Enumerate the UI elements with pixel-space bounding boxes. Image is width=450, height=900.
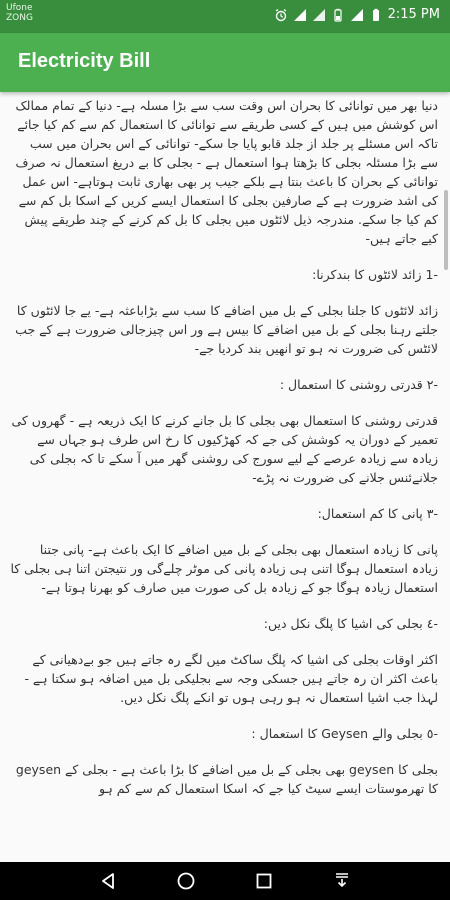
- status-time: 2:15 PM: [387, 7, 440, 22]
- back-triangle-icon: [98, 871, 118, 891]
- section-paragraph-4: اکثر اوقات بجلی کی اشیا کہ پلگ ساکٹ میں لگے رہ جاتے ہیں جو بےدھیانی کے باعث اکثر ان رہ جاتے ہیں جسکی وجہ سے بجلیکی بل میں اضافہ ہو سکتا ہے - لہذا جب اشیا استعمال نہ ہو رہی ہوں تو انکے پلگ نکل دیں.: [24, 652, 438, 705]
- section-heading-4: -٤ بجلی کی اشیا کا پلگ نکل دیں:: [263, 616, 438, 631]
- app-title: Electricity Bill: [18, 50, 151, 72]
- carrier-ufone: Ufone: [6, 3, 33, 13]
- status-bar: [0, 0, 450, 33]
- home-circle-icon: [176, 871, 196, 891]
- section-heading-1: -1 زائد لائٹوں کا بندکرنا:: [312, 267, 438, 282]
- navigation-bar: [0, 862, 450, 900]
- app-bar: [0, 33, 450, 92]
- article-scroll-view[interactable]: [0, 92, 450, 862]
- back-button[interactable]: [88, 866, 128, 896]
- carrier-zong: ZONG: [6, 13, 33, 23]
- section-heading-5: -٥ بجلی والے Geysen کا استعمال :: [251, 726, 438, 741]
- section-heading-3: -۳ پانی کا کم استعمال:: [317, 506, 438, 521]
- status-icons: [274, 7, 440, 22]
- carrier-info: [6, 3, 33, 23]
- signal-icon: [350, 8, 364, 22]
- alarm-icon: [274, 8, 288, 22]
- download-arrow-icon: [332, 871, 352, 891]
- scrollbar-thumb[interactable]: [444, 190, 448, 270]
- battery-icon: [331, 8, 345, 22]
- section-paragraph-3: پانی کا زیادہ استعمال بھی بجلی کے بل میں اضافے کا ایک باعث ہے- پانی جتنا زیادہ استعمال ہوگا اتنی ہی زیادہ پانی کی موٹر چلےگی ور نتیجتن اتنا ہی بجلی کا استعمال زیادہ ہوگا جو کے زیادہ بل کی صورت میں صارف کو بھرنا ہوتا ہے-: [10, 542, 438, 595]
- recents-square-icon: [254, 871, 274, 891]
- home-button[interactable]: [166, 866, 206, 896]
- section-paragraph-1: زائد لائٹوں کا جلنا بجلی کے بل میں اضافے کا سب سے بڑاباعثہ ہے- یے جا لائٹوں کا جلتے رہنا بجلی کے بل میں اضافے کا بیس ہے ور اس چیزجالی ضرورت ہے کے جب لائٹس کی ضرورت نہ ہو تو انھیں بند کردیا جے-: [15, 303, 438, 356]
- section-paragraph-5: بجلی کا geysen بھی بجلی کے بل میں اضافے کا بڑا باعث ہے - بجلی کے geysen کا تھرموستات ایسے سیٹ کیا جے کہ اسکا استعمال کم سے کم ہو: [15, 762, 438, 796]
- recents-button[interactable]: [244, 866, 284, 896]
- section-paragraph-2: قدرتی روشنی کا استعمال بھی بجلی کا بل جانے کرنے کا ایک ذریعہ ہے - گھروں کی تعمیر کے دوران یہ کوشش کی جے کہ کھڑکیوں کا رخ اس طرف ہو جہاں سے زیادہ سے زیادہ عرصے کے لیے سورج کی روشنی گھر میں آ سکے تا کہ بجلی کی جلانےئنس جلانے کی ضرورت نہ پڑے-: [11, 413, 438, 485]
- section-heading-2: -۲ قدرتی روشنی کا استعمال :: [279, 377, 438, 392]
- cell-signal-icon: [312, 8, 326, 22]
- wifi-signal-icon: [293, 8, 307, 22]
- article-body: [10, 96, 438, 815]
- download-button[interactable]: [322, 866, 362, 896]
- intro-paragraph: دنیا بھر میں توانائی کا بحران اس وقت سب سے بڑا مسلہ ہے- دنیا کے تمام ممالک اس کوشش میں ہیں کے کسی طریقے سے توانائی کا استعمال کم سے کم کیا جائے تاکہ اس مسئلے پر جلد از جلد قابو پایا جا سکے- توانائی کے اس بحران میں سب سے بڑا مسئلہ بجلی کا بڑھتا ہوا استعمال ہے - بجلی کا بے دریغ استعمال نہ صرف توانائی کے بحران کا باعث بنتا ہے بلکے جیب پر بھی بھاری ثابت ہوتاہے- اس عمل کی اشد ضرورت ہے کے صارفین بجلی کا استعمال ایسے کریں کے اسکا بل کم سے کم کیا جا سکے. مندرجہ ذیل لائٹوں میں بجلی کا بل کم کرنے کے چند طریقے پیش کیے جاتے ہیں-: [15, 98, 438, 246]
- battery-full-icon: [369, 8, 383, 22]
